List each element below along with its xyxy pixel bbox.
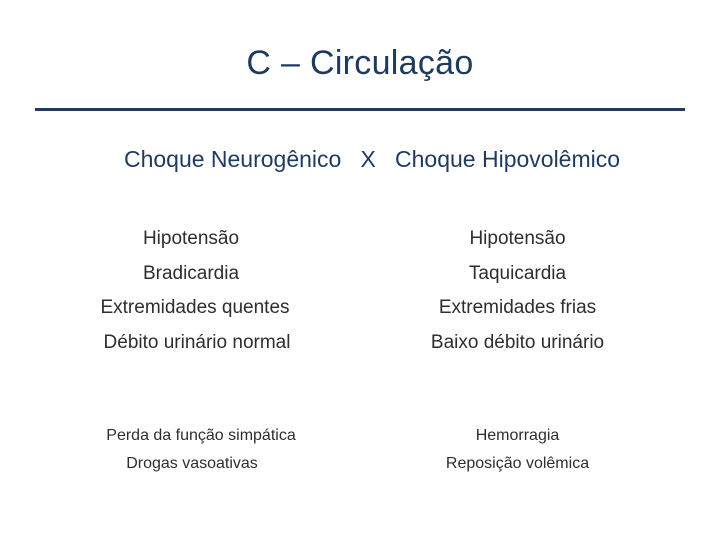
title-divider	[35, 108, 685, 111]
neurogenic-cause: Perda da função simpática	[106, 427, 296, 444]
hypovolemic-cause: Hemorragia	[475, 427, 560, 444]
slide-title: C – Circulação	[246, 44, 474, 82]
hypovolemic-causes-list	[385, 422, 650, 478]
neurogenic-cause: Drogas vasoativas	[126, 455, 258, 472]
neurogenic-symptom: Extremidades quentes	[100, 297, 290, 318]
hypovolemic-symptom: Hipotensão	[469, 228, 566, 249]
hypovolemic-symptoms-list	[385, 222, 650, 360]
hypovolemic-symptom: Baixo débito urinário	[430, 331, 605, 353]
slide-subtitle: Choque Neurogênico X Choque Hipovolêmico	[123, 146, 621, 172]
hypovolemic-symptom: Taquicardia	[468, 262, 567, 284]
neurogenic-causes-list	[60, 422, 330, 478]
neurogenic-symptom: Débito urinário normal	[103, 331, 291, 353]
neurogenic-symptoms-list	[60, 222, 330, 360]
neurogenic-symptom: Bradicardia	[142, 262, 240, 284]
hypovolemic-symptom: Extremidades frias	[438, 297, 597, 318]
neurogenic-symptom: Hipotensão	[142, 228, 240, 249]
hypovolemic-cause: Reposição volêmica	[445, 455, 590, 472]
